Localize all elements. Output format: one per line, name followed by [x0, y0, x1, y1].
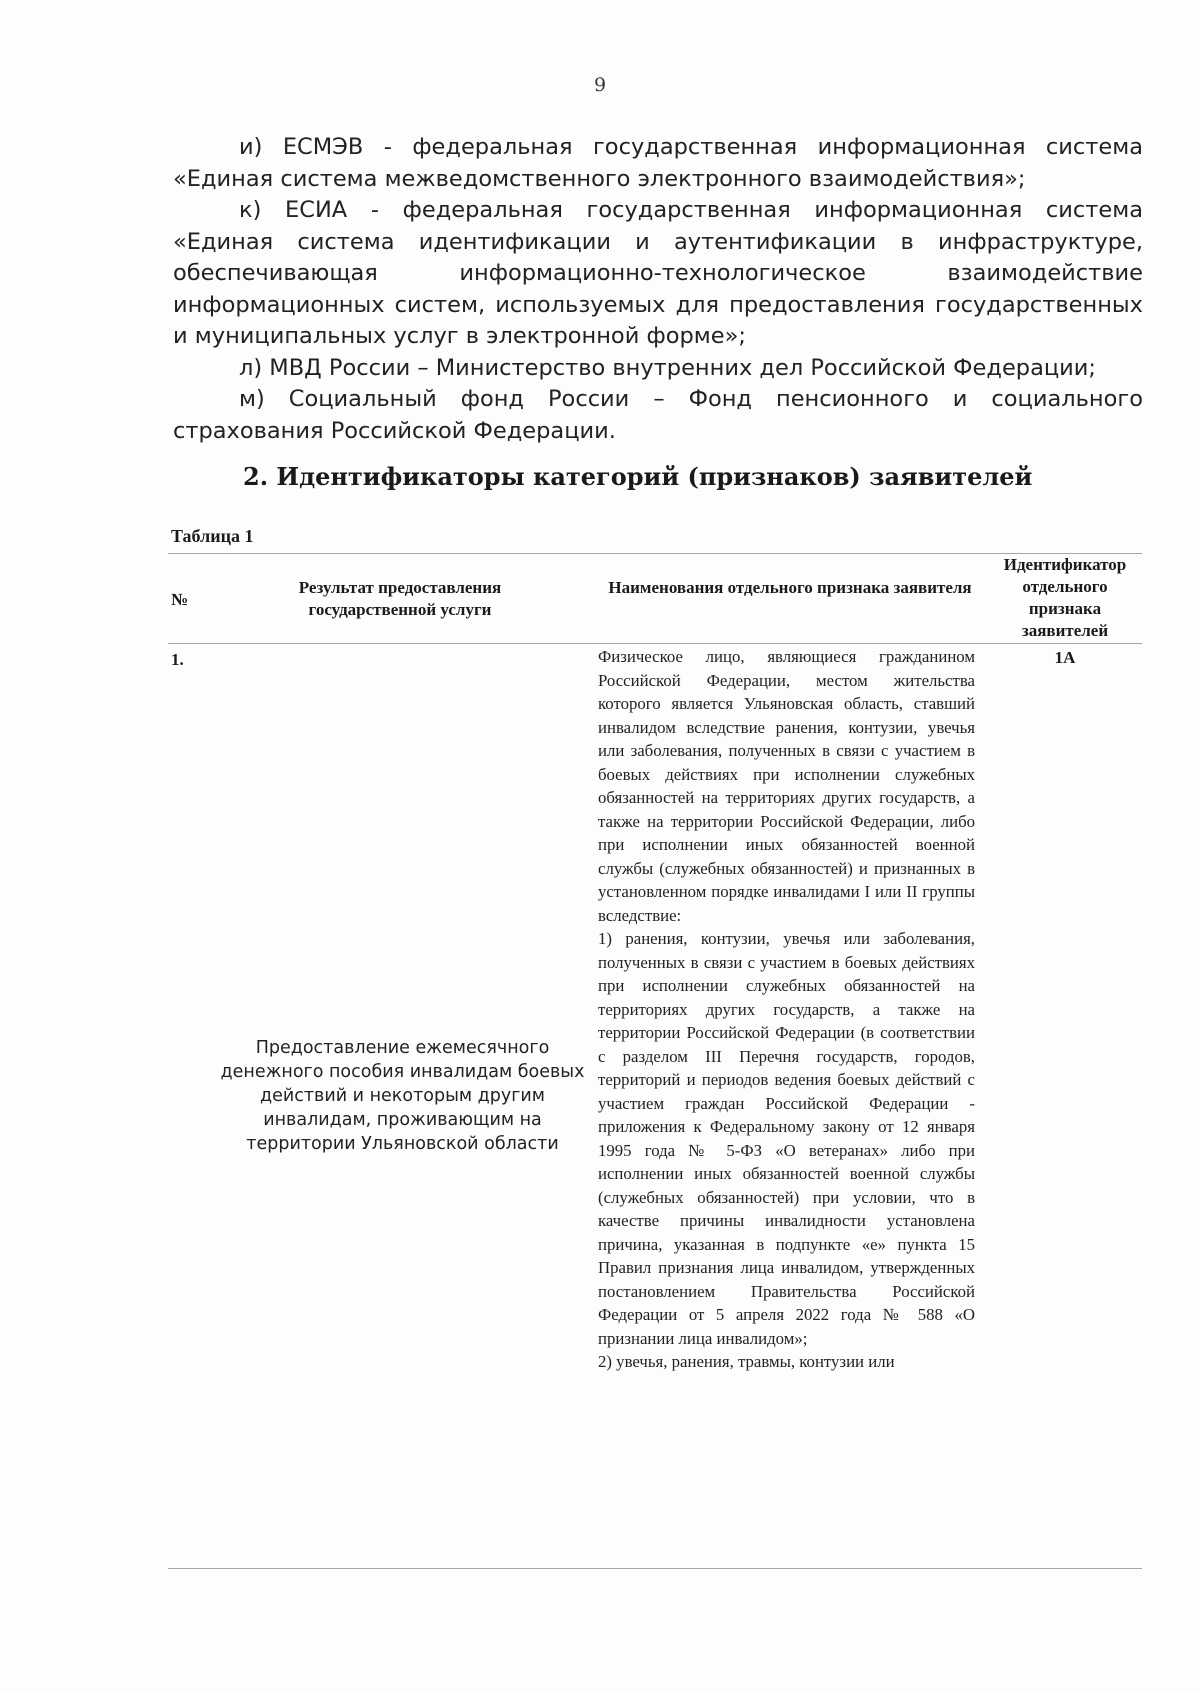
definition-item: и) ЕСМЭВ - федеральная государственная информационная система «Единая система межведомственного электронного взаимодействия»;	[173, 134, 1143, 192]
table-header-name: Наименования отдельного признака заявителя	[608, 578, 972, 597]
description-paragraph: 2) увечья, ранения, травмы, контузии или	[598, 1352, 895, 1371]
description-paragraph: 1) ранения, контузии, увечья или заболевания, полученных в связи с участием в боевых действиях при исполнении служебных обязанностей на территориях других государств, а также на территории Российской Федерации (в соответствии с разделом III Перечня государств, городов, территорий и периодов ведения боевых действий с участием граждан Российской Федерации - приложения к Федеральному закону от 12 января 1995 года № 5-ФЗ «О ветеранах» либо при исполнении иных обязанностей военной службы (служебных обязанностей) при условии, что в качестве причины инвалидности установлена причина, указанная в подпункте «е» пункта 15 Правил признания лица инвалидом, утвержденных постановлением Правительства Российской Федерации от 5 апреля 2022 года № 588 «О признании лица инвалидом»;	[598, 929, 975, 1348]
definitions-list	[173, 132, 1143, 447]
definition-item: к) ЕСИА - федеральная государственная информационная система «Единая система идентификации и аутентификации в инфраструктуре, обеспечивающая информационно-технологическое взаимодействие информационных систем, используемых для предоставления государственных и муниципальных услуг в электронной форме»;	[173, 197, 1143, 349]
table-header-result: Результат предоставления государственной услуги	[298, 578, 502, 619]
table-bottom-rule	[168, 1568, 1142, 1569]
table-header-number: №	[171, 590, 189, 609]
cell-number: 1.	[171, 650, 184, 669]
cell-result: Предоставление ежемесячного денежного пособия инвалидам боевых действий и некоторым другим инвалидам, проживающим на территории Ульяновской области	[220, 1038, 585, 1154]
cell-identifier: 1А	[1054, 648, 1076, 667]
table-header-identifier: Идентификатор отдельного признака заявителей	[1003, 555, 1127, 640]
table-caption: Таблица 1	[171, 526, 254, 546]
definition-item: л) МВД России – Министерство внутренних дел Российской Федерации;	[239, 354, 1096, 381]
definition-item: м) Социальный фонд России – Фонд пенсионного и социального страхования Российской Федерации.	[173, 386, 1143, 444]
cell-description	[598, 645, 975, 1374]
description-paragraph: Физическое лицо, являющиеся гражданином Российской Федерации, местом жительства которого является Ульяновская область, ставший инвалидом вследствие ранения, контузии, увечья или заболевания, полученных в связи с участием в боевых действиях при исполнении служебных обязанностей на территориях других государств, а также на территории Российской Федерации, либо при исполнении иных обязанностей военной службы (служебных обязанностей) и признанных в установленном порядке инвалидами I или II группы вследствие:	[598, 647, 975, 925]
section-heading: 2. Идентификаторы категорий (признаков) заявителей	[243, 462, 1033, 491]
table-header-rule	[168, 643, 1142, 644]
page-number: 9	[593, 74, 607, 96]
